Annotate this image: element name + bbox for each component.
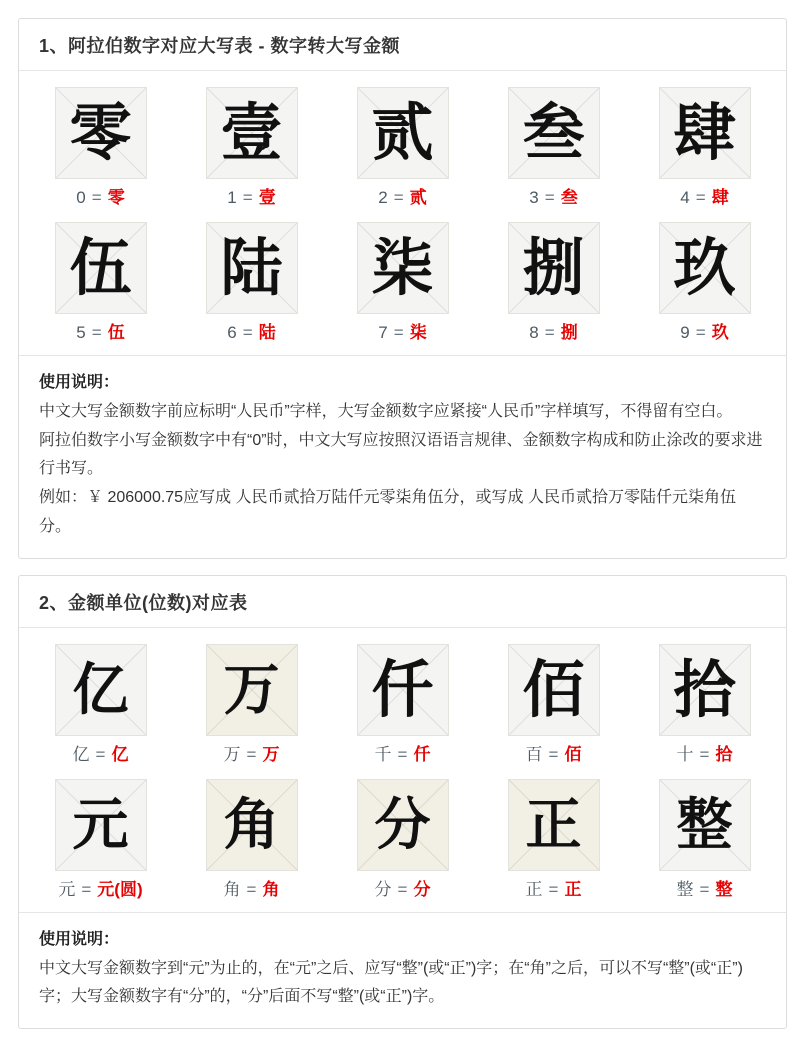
mapping-capital: 佰 <box>564 744 582 764</box>
mapping-capital: 肆 <box>711 188 729 207</box>
equals-sign: = <box>544 188 555 207</box>
mapping-capital: 伍 <box>107 323 125 342</box>
section-units-title: 2、金额单位(位数)对应表 <box>19 576 786 628</box>
mapping-source: 正 <box>525 879 543 899</box>
mapping-capital: 正 <box>564 879 582 899</box>
mapping-label <box>176 318 327 343</box>
character-box <box>206 644 298 736</box>
mapping-capital: 分 <box>413 879 431 899</box>
character-box <box>357 644 449 736</box>
character-card <box>327 81 478 216</box>
capital-character: 贰 <box>371 96 434 169</box>
character-box <box>55 222 147 314</box>
equals-sign: = <box>393 188 404 207</box>
capital-character: 元 <box>72 792 129 856</box>
capital-character: 正 <box>525 792 582 856</box>
mapping-source: 0 <box>76 188 86 207</box>
mapping-source: 8 <box>529 323 539 342</box>
equals-sign: = <box>91 188 102 207</box>
character-box <box>659 222 751 314</box>
character-box <box>206 222 298 314</box>
character-card <box>176 216 327 351</box>
character-card <box>327 638 478 773</box>
equals-sign: = <box>699 744 710 764</box>
character-box <box>206 779 298 871</box>
equals-sign: = <box>393 323 404 342</box>
mapping-label <box>327 183 478 208</box>
equals-sign: = <box>695 188 706 207</box>
character-card <box>327 216 478 351</box>
usage-note-line: 例如：￥ 206000.75应写成 人民币贰拾万陆仟元零柒角伍分，或写成 人民币贰拾万零陆仟元柒角伍分。 <box>39 489 736 535</box>
capital-character: 分 <box>374 792 431 856</box>
mapping-source: 十 <box>676 744 694 764</box>
units-usage-notes <box>19 912 786 1028</box>
character-card <box>629 773 780 908</box>
character-card <box>478 81 629 216</box>
character-card <box>478 638 629 773</box>
equals-sign: = <box>242 323 253 342</box>
equals-sign: = <box>242 188 253 207</box>
capital-character: 整 <box>676 792 733 856</box>
mapping-source: 4 <box>680 188 690 207</box>
mapping-source: 6 <box>227 323 237 342</box>
mapping-capital: 陆 <box>258 323 276 342</box>
character-box <box>508 779 600 871</box>
mapping-capital: 贰 <box>409 188 427 207</box>
mapping-source: 分 <box>374 879 392 899</box>
mapping-label <box>327 318 478 343</box>
character-card <box>25 216 176 351</box>
mapping-capital: 叁 <box>560 188 578 207</box>
mapping-source: 亿 <box>72 744 90 764</box>
mapping-label <box>478 740 629 765</box>
mapping-source: 万 <box>223 744 241 764</box>
mapping-label <box>25 875 176 900</box>
section-digits-title: 1、阿拉伯数字对应大写表 - 数字转大写金额 <box>19 19 786 71</box>
mapping-capital: 元(圆) <box>97 879 143 899</box>
mapping-capital: 壹 <box>258 188 276 207</box>
capital-character: 叁 <box>522 96 585 169</box>
mapping-capital: 拾 <box>715 744 733 764</box>
character-card <box>327 773 478 908</box>
mapping-capital: 角 <box>262 879 280 899</box>
mapping-capital: 零 <box>107 188 125 207</box>
usage-notes-body <box>39 955 766 1013</box>
mapping-label <box>629 183 780 208</box>
capital-character: 亿 <box>72 657 129 721</box>
equals-sign: = <box>246 879 257 899</box>
character-box <box>508 222 600 314</box>
usage-note-line: 中文大写金额数字前应标明“人民币”字样，大写金额数字应紧接“人民币”字样填写，不得留有空白。 <box>39 402 733 420</box>
mapping-source: 角 <box>223 879 241 899</box>
section-digits <box>18 18 787 559</box>
usage-notes-title: 使用说明： <box>39 930 120 948</box>
mapping-label <box>478 183 629 208</box>
section-units <box>18 575 787 1029</box>
equals-sign: = <box>397 744 408 764</box>
mapping-source: 3 <box>529 188 539 207</box>
capital-character: 肆 <box>673 96 736 169</box>
mapping-label <box>176 183 327 208</box>
equals-sign: = <box>246 744 257 764</box>
capital-character: 零 <box>69 96 132 169</box>
capital-character: 仟 <box>371 652 434 726</box>
character-card <box>629 81 780 216</box>
mapping-source: 1 <box>227 188 237 207</box>
mapping-source: 元 <box>58 879 76 899</box>
character-card <box>25 773 176 908</box>
digits-usage-notes <box>19 355 786 558</box>
character-card <box>176 638 327 773</box>
mapping-capital: 仟 <box>413 744 431 764</box>
usage-note-line: 阿拉伯数字小写金额数字中有“0”时，中文大写应按照汉语语言规律、金额数字构成和防止涂改的要求进行书写。 <box>39 431 763 478</box>
mapping-label <box>327 740 478 765</box>
character-card <box>176 81 327 216</box>
mapping-label <box>25 183 176 208</box>
mapping-source: 百 <box>525 744 543 764</box>
equals-sign: = <box>544 323 555 342</box>
character-box <box>659 779 751 871</box>
character-box <box>55 644 147 736</box>
mapping-capital: 亿 <box>111 744 129 764</box>
mapping-capital: 玖 <box>711 323 729 342</box>
character-box <box>508 644 600 736</box>
capital-character: 玖 <box>673 231 736 304</box>
character-card <box>478 773 629 908</box>
character-box <box>357 87 449 179</box>
character-box <box>55 779 147 871</box>
character-card <box>478 216 629 351</box>
digits-card-grid <box>19 71 786 355</box>
character-box <box>357 779 449 871</box>
equals-sign: = <box>695 323 706 342</box>
equals-sign: = <box>548 744 559 764</box>
mapping-label <box>629 318 780 343</box>
character-box <box>659 644 751 736</box>
usage-note-line: 中文大写金额数字到“元”为止的，在“元”之后、应写“整”(或“正”)字；在“角”之后，可以不写“整”(或“正”)字；大写金额数字有“分”的，“分”后面不写“整”(或“正”)字。 <box>39 959 743 1006</box>
mapping-capital: 整 <box>715 879 733 899</box>
character-card <box>25 81 176 216</box>
equals-sign: = <box>397 879 408 899</box>
character-card <box>176 773 327 908</box>
mapping-label <box>629 740 780 765</box>
mapping-source: 2 <box>378 188 388 207</box>
capital-character: 佰 <box>522 652 585 726</box>
equals-sign: = <box>548 879 559 899</box>
character-card <box>629 638 780 773</box>
character-box <box>357 222 449 314</box>
equals-sign: = <box>81 879 92 899</box>
mapping-label <box>629 875 780 900</box>
mapping-label <box>478 875 629 900</box>
mapping-label <box>327 875 478 900</box>
character-card <box>25 638 176 773</box>
mapping-source: 9 <box>680 323 690 342</box>
mapping-label <box>25 318 176 343</box>
usage-notes-body <box>39 398 766 542</box>
mapping-capital: 柒 <box>409 323 427 342</box>
equals-sign: = <box>95 744 106 764</box>
character-box <box>508 87 600 179</box>
capital-character: 万 <box>223 657 280 721</box>
mapping-source: 千 <box>374 744 392 764</box>
mapping-label <box>478 318 629 343</box>
capital-character: 壹 <box>220 96 283 169</box>
mapping-label <box>176 875 327 900</box>
mapping-capital: 捌 <box>560 323 578 342</box>
mapping-source: 5 <box>76 323 86 342</box>
mapping-label <box>176 740 327 765</box>
capital-character: 陆 <box>220 231 283 304</box>
capital-character: 柒 <box>371 231 434 304</box>
equals-sign: = <box>699 879 710 899</box>
capital-character: 角 <box>223 792 280 856</box>
character-box <box>206 87 298 179</box>
capital-character: 捌 <box>522 231 585 304</box>
mapping-source: 整 <box>676 879 694 899</box>
units-card-grid <box>19 628 786 912</box>
character-card <box>629 216 780 351</box>
mapping-source: 7 <box>378 323 388 342</box>
equals-sign: = <box>91 323 102 342</box>
mapping-capital: 万 <box>262 744 280 764</box>
character-box <box>659 87 751 179</box>
mapping-label <box>25 740 176 765</box>
capital-character: 伍 <box>69 231 132 304</box>
character-box <box>55 87 147 179</box>
capital-character: 拾 <box>673 652 736 726</box>
usage-notes-title: 使用说明： <box>39 374 120 391</box>
